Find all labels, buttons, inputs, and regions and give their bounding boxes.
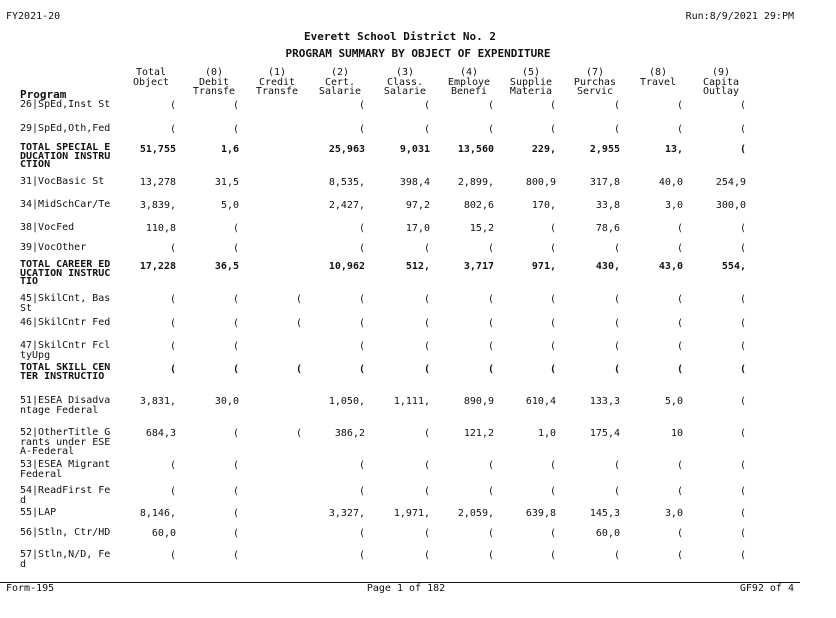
table-cell: ( xyxy=(295,294,302,305)
table-cell: ( xyxy=(613,294,620,305)
table-cell: 145,3 xyxy=(589,508,620,519)
table-cell: ( xyxy=(676,294,683,305)
table-cell: ( xyxy=(358,460,365,471)
table-cell: ( xyxy=(739,318,746,329)
table-cell: 43,0 xyxy=(658,261,683,272)
table-cell: ( xyxy=(739,100,746,111)
table-cell: 229, xyxy=(531,144,556,155)
table-cell: 3,0 xyxy=(664,508,683,519)
total-row-label: TOTAL SPECIAL EDUCATION INSTRUCTION xyxy=(20,142,111,170)
column-header-line1: Employe xyxy=(447,76,491,88)
table-cell: ( xyxy=(549,124,556,135)
table-cell: ( xyxy=(549,223,556,234)
table-cell: ( xyxy=(358,550,365,561)
table-cell: ( xyxy=(549,243,556,254)
column-header xyxy=(440,68,498,97)
district-name-text: Everett School District No. 2 xyxy=(303,30,497,43)
table-cell: ( xyxy=(549,460,556,471)
table-cell: ( xyxy=(487,100,494,111)
table-cell: 254,9 xyxy=(715,177,746,188)
column-header-line2: Outlay xyxy=(702,86,740,97)
table-cell: ( xyxy=(169,341,176,352)
table-cell: ( xyxy=(676,243,683,254)
table-cell: 175,4 xyxy=(589,428,620,439)
table-cell: ( xyxy=(487,341,494,352)
table-cell: ( xyxy=(358,528,365,539)
report-code-label: GF92 of 4 xyxy=(739,583,794,594)
table-cell: 10,962 xyxy=(328,261,365,272)
report-title-heading xyxy=(0,48,836,60)
table-cell: ( xyxy=(169,460,176,471)
table-cell: ( xyxy=(232,428,239,439)
table-cell: 3,839, xyxy=(139,200,176,211)
table-cell: ( xyxy=(169,100,176,111)
table-cell: ( xyxy=(169,550,176,561)
table-cell: 300,0 xyxy=(715,200,746,211)
table-cell: ( xyxy=(613,364,620,375)
table-cell: ( xyxy=(295,364,302,375)
table-cell: ( xyxy=(358,223,365,234)
table-cell: ( xyxy=(613,550,620,561)
table-cell: 971, xyxy=(531,261,556,272)
district-name-heading xyxy=(0,31,800,43)
table-cell: ( xyxy=(676,486,683,497)
program-row-label: 26|SpEd,Inst St xyxy=(20,99,111,110)
table-cell: 802,6 xyxy=(463,200,494,211)
column-header-line1: Cert. xyxy=(324,76,356,88)
table-cell: ( xyxy=(487,528,494,539)
table-cell: ( xyxy=(358,486,365,497)
table-cell: ( xyxy=(613,318,620,329)
table-cell: ( xyxy=(549,100,556,111)
table-cell: ( xyxy=(358,243,365,254)
table-cell: ( xyxy=(676,318,683,329)
program-row-label: 55|LAP xyxy=(20,507,57,518)
table-cell: ( xyxy=(676,550,683,561)
table-cell: ( xyxy=(423,124,430,135)
table-cell: ( xyxy=(358,100,365,111)
run-date-label: Run:8/9/2021 29:PM xyxy=(685,11,794,22)
table-cell: 890,9 xyxy=(463,396,494,407)
table-cell: ( xyxy=(676,100,683,111)
column-header-number: (0) xyxy=(204,67,224,78)
column-header-number: (9) xyxy=(711,67,731,78)
column-header-line1: Capita xyxy=(702,76,740,88)
table-cell: ( xyxy=(487,318,494,329)
table-cell: ( xyxy=(739,486,746,497)
program-row-label: 56|Stln, Ctr/HD xyxy=(20,527,111,538)
total-row-label: TOTAL CAREER EDUCATION INSTRUCTIO xyxy=(20,259,111,287)
table-cell: ( xyxy=(549,318,556,329)
column-header-line2: Salarie xyxy=(318,86,362,97)
table-cell: ( xyxy=(423,486,430,497)
table-cell: ( xyxy=(423,243,430,254)
column-header xyxy=(248,68,306,97)
table-cell: ( xyxy=(739,243,746,254)
table-cell: ( xyxy=(487,486,494,497)
column-header xyxy=(311,68,369,97)
table-cell: 78,6 xyxy=(595,223,620,234)
column-header xyxy=(692,68,750,97)
column-header-line2: Transfe xyxy=(255,86,299,97)
table-cell: ( xyxy=(423,100,430,111)
table-cell: 60,0 xyxy=(595,528,620,539)
table-cell: ( xyxy=(232,124,239,135)
table-cell: ( xyxy=(295,318,302,329)
table-cell: ( xyxy=(549,486,556,497)
table-cell: ( xyxy=(549,550,556,561)
fiscal-year-label: FY2021-20 xyxy=(6,11,61,22)
program-row-label: 29|SpEd,Oth,Fed xyxy=(20,123,111,134)
table-cell: 398,4 xyxy=(399,177,430,188)
program-row-label: 39|VocOther xyxy=(20,242,87,253)
table-cell: 1,6 xyxy=(220,144,239,155)
report-title-text: PROGRAM SUMMARY BY OBJECT OF EXPENDITURE xyxy=(285,47,551,60)
program-row-label: 46|SkilCntr Fed xyxy=(20,317,111,328)
table-cell: ( xyxy=(232,294,239,305)
table-cell: ( xyxy=(739,294,746,305)
table-cell: ( xyxy=(549,294,556,305)
table-cell: ( xyxy=(739,428,746,439)
total-row-label: TOTAL SKILL CENTER INSTRUCTIO xyxy=(20,362,111,382)
table-cell: 10 xyxy=(670,428,683,439)
table-cell: ( xyxy=(676,528,683,539)
table-cell: ( xyxy=(739,396,746,407)
table-cell: ( xyxy=(487,124,494,135)
table-cell: 133,3 xyxy=(589,396,620,407)
table-cell: 3,831, xyxy=(139,396,176,407)
table-cell: ( xyxy=(676,341,683,352)
table-cell: ( xyxy=(423,428,430,439)
table-cell: ( xyxy=(423,528,430,539)
table-cell: 51,755 xyxy=(139,144,176,155)
table-cell: ( xyxy=(358,364,365,375)
table-cell: 2,059, xyxy=(457,508,494,519)
table-cell: ( xyxy=(487,243,494,254)
column-header-line1: Credit xyxy=(258,76,296,88)
table-cell: 60,0 xyxy=(151,528,176,539)
table-cell: ( xyxy=(232,486,239,497)
table-cell: ( xyxy=(613,243,620,254)
page-number-label: Page 1 of 182 xyxy=(366,583,446,594)
table-cell: 110,8 xyxy=(145,223,176,234)
table-cell: ( xyxy=(358,124,365,135)
column-header-line1: Debit xyxy=(198,76,230,88)
table-cell: ( xyxy=(487,550,494,561)
table-cell: ( xyxy=(739,550,746,561)
column-header-number: (7) xyxy=(585,67,605,78)
table-cell: ( xyxy=(423,318,430,329)
table-cell: ( xyxy=(739,528,746,539)
column-header-line2: Object xyxy=(132,76,170,88)
table-cell: ( xyxy=(739,341,746,352)
table-cell: ( xyxy=(232,364,239,375)
table-cell: 2,427, xyxy=(328,200,365,211)
table-cell: ( xyxy=(232,223,239,234)
column-header-number: (1) xyxy=(267,67,287,78)
table-cell: 610,4 xyxy=(525,396,556,407)
table-cell: 121,2 xyxy=(463,428,494,439)
column-header-number: (3) xyxy=(395,67,415,78)
table-cell: ( xyxy=(169,294,176,305)
table-cell: 1,0 xyxy=(537,428,556,439)
table-cell: 40,0 xyxy=(658,177,683,188)
table-cell: ( xyxy=(423,364,430,375)
table-cell: ( xyxy=(169,486,176,497)
table-cell: 31,5 xyxy=(214,177,239,188)
table-cell: ( xyxy=(739,460,746,471)
table-cell: 30,0 xyxy=(214,396,239,407)
column-header-number: (5) xyxy=(521,67,541,78)
table-cell: ( xyxy=(423,294,430,305)
table-cell: 25,963 xyxy=(328,144,365,155)
table-cell: 317,8 xyxy=(589,177,620,188)
table-cell: 1,111, xyxy=(393,396,430,407)
table-cell: ( xyxy=(739,508,746,519)
program-column-header: Program xyxy=(20,88,67,101)
table-cell: 97,2 xyxy=(405,200,430,211)
table-cell: ( xyxy=(423,550,430,561)
table-cell: 5,0 xyxy=(664,396,683,407)
table-cell: 800,9 xyxy=(525,177,556,188)
column-header xyxy=(122,68,180,87)
table-cell: ( xyxy=(423,460,430,471)
table-cell: 386,2 xyxy=(334,428,365,439)
table-cell: 3,717 xyxy=(463,261,494,272)
program-row-label: 57|Stln,N/D, Fed xyxy=(20,549,111,570)
table-cell: ( xyxy=(232,508,239,519)
table-cell: ( xyxy=(613,124,620,135)
table-cell: 2,899, xyxy=(457,177,494,188)
column-header xyxy=(376,68,434,97)
table-cell: ( xyxy=(232,243,239,254)
table-cell: 1,971, xyxy=(393,508,430,519)
table-cell: ( xyxy=(676,364,683,375)
table-cell: 8,535, xyxy=(328,177,365,188)
table-cell: ( xyxy=(676,223,683,234)
program-row-label: 54|ReadFirst Fed xyxy=(20,485,111,506)
table-cell: 33,8 xyxy=(595,200,620,211)
table-cell: 3,327, xyxy=(328,508,365,519)
column-header-line2: Salarie xyxy=(383,86,427,97)
table-cell: 15,2 xyxy=(469,223,494,234)
table-cell: ( xyxy=(487,364,494,375)
table-cell: ( xyxy=(169,364,176,375)
table-cell: ( xyxy=(423,341,430,352)
table-cell: ( xyxy=(358,294,365,305)
column-header-number: (8) xyxy=(648,67,668,78)
column-header-line1: Total xyxy=(135,67,167,78)
program-row-label: 31|VocBasic St xyxy=(20,176,105,187)
program-row-label: 38|VocFed xyxy=(20,222,75,233)
table-cell: ( xyxy=(232,318,239,329)
table-cell: 13,560 xyxy=(457,144,494,155)
column-header xyxy=(629,68,687,87)
table-cell: 8,146, xyxy=(139,508,176,519)
column-header-line2: Benefi xyxy=(450,86,488,97)
table-cell: 5,0 xyxy=(220,200,239,211)
column-header xyxy=(185,68,243,97)
table-cell: ( xyxy=(739,364,746,375)
table-cell: 9,031 xyxy=(399,144,430,155)
column-header xyxy=(502,68,560,97)
table-cell: ( xyxy=(358,341,365,352)
table-cell: ( xyxy=(739,223,746,234)
table-cell: ( xyxy=(613,460,620,471)
table-cell: ( xyxy=(613,341,620,352)
table-cell: 17,228 xyxy=(139,261,176,272)
column-header xyxy=(566,68,624,97)
table-cell: ( xyxy=(613,100,620,111)
table-cell: ( xyxy=(487,460,494,471)
column-header-line2: Servic xyxy=(576,86,614,97)
table-cell: 1,050, xyxy=(328,396,365,407)
table-cell: ( xyxy=(232,460,239,471)
table-cell: ( xyxy=(613,486,620,497)
table-cell: ( xyxy=(676,124,683,135)
table-cell: 13,278 xyxy=(139,177,176,188)
column-header-line2: Materia xyxy=(509,86,553,97)
form-number-label: Form-195 xyxy=(6,583,55,594)
column-header-line2: Transfe xyxy=(192,86,236,97)
table-cell: 13, xyxy=(664,144,683,155)
column-header-line1: Purchas xyxy=(573,76,617,88)
column-header-line1: Travel xyxy=(639,76,677,88)
program-row-label: 34|MidSchCar/Te xyxy=(20,199,111,210)
program-row-label: 53|ESEA Migrant Federal xyxy=(20,459,117,480)
table-cell: 170, xyxy=(531,200,556,211)
table-cell: ( xyxy=(232,341,239,352)
program-row-label: 47|SkilCntr FcltyUpg xyxy=(20,340,111,361)
table-cell: 639,8 xyxy=(525,508,556,519)
table-cell: ( xyxy=(676,460,683,471)
table-cell: ( xyxy=(295,428,302,439)
column-header-number: (2) xyxy=(330,67,350,78)
table-cell: 2,955 xyxy=(589,144,620,155)
table-cell: ( xyxy=(549,364,556,375)
table-cell: ( xyxy=(232,100,239,111)
table-cell: ( xyxy=(232,528,239,539)
table-cell: 36,5 xyxy=(214,261,239,272)
table-cell: 554, xyxy=(721,261,746,272)
table-cell: ( xyxy=(739,144,746,155)
table-cell: ( xyxy=(169,318,176,329)
table-cell: 684,3 xyxy=(145,428,176,439)
table-cell: 3,0 xyxy=(664,200,683,211)
table-cell: ( xyxy=(169,124,176,135)
program-row-label: 45|SkilCnt, Bas St xyxy=(20,293,117,314)
table-cell: ( xyxy=(358,318,365,329)
table-cell: ( xyxy=(549,341,556,352)
column-header-line1: Class. xyxy=(386,76,424,88)
column-header-number: (4) xyxy=(459,67,479,78)
table-cell: ( xyxy=(487,294,494,305)
program-row-label: 51|ESEA Disadvantage Federal xyxy=(20,395,111,416)
table-cell: 512, xyxy=(405,261,430,272)
table-cell: ( xyxy=(232,550,239,561)
column-header-line1: Supplie xyxy=(509,76,553,88)
table-cell: 17,0 xyxy=(405,223,430,234)
table-cell: ( xyxy=(169,243,176,254)
table-cell: 430, xyxy=(595,261,620,272)
program-row-label: 52|OtherTitle Grants under ESEA-Federal xyxy=(20,427,111,457)
table-cell: ( xyxy=(549,528,556,539)
table-cell: ( xyxy=(739,124,746,135)
